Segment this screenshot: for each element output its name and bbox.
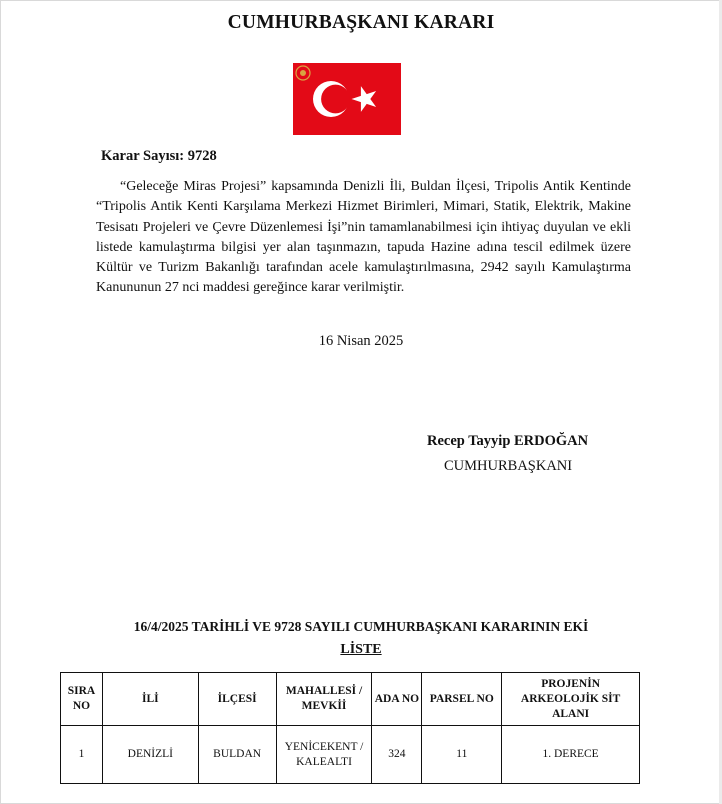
header-sit-alani: PROJENİN ARKEOLOJİK SİT ALANI <box>502 673 640 726</box>
turkish-flag-icon <box>293 63 401 135</box>
header-parsel-no: PARSEL NO <box>422 673 502 726</box>
flag-crescent-inner <box>321 85 350 114</box>
cell-ili: DENİZLİ <box>102 726 198 784</box>
cell-ada-no: 324 <box>372 726 422 784</box>
cell-mahallesi: YENİCEKENT / KALEALTI <box>276 726 372 784</box>
list-title: LİSTE <box>340 642 382 657</box>
decision-number: Karar Sayısı: 9728 <box>101 148 217 164</box>
expropriation-table <box>60 672 640 784</box>
document-title: CUMHURBAŞKANI KARARI <box>227 12 495 33</box>
cell-sira-no: 1 <box>61 726 103 784</box>
header-ili: İLİ <box>102 673 198 726</box>
cell-sit-alani: 1. DERECE <box>502 726 640 784</box>
presidential-seal-center <box>300 70 306 76</box>
signer-title: CUMHURBAŞKANI <box>444 458 573 474</box>
header-sira-no: SIRA NO <box>61 673 103 726</box>
table-row <box>61 726 640 784</box>
decision-body: “Geleceğe Miras Projesi” kapsamında Denizli İli, Buldan İlçesi, Tripolis Antik Kentinde “Tripolis Antik Kenti Karşılama Merkezi Hizmet Birimleri, Mimari, Statik, Elektrik, Makine Tesisatı Projeleri ve Çevre Düzenlemesi İşi”nin tamamlanabilmesi için ihtiyaç duyulan ve ekli listede kamulaştırma bilgisi yer alan taşınmazın, tapuda Hazine adına tescil edilmek üzere Kültür ve Turizm Bakanlığı tarafından acele kamulaştırılmasına, 2942 sayılı Kamulaştırma Kanununun 27 nci maddesi gereğince karar verilmiştir. <box>96 179 631 296</box>
cell-parsel-no: 11 <box>422 726 502 784</box>
annex-title: 16/4/2025 TARİHLİ VE 9728 SAYILI CUMHURBAŞKANI KARARININ EKİ <box>133 619 589 634</box>
table-header-row <box>61 673 640 726</box>
header-ada-no: ADA NO <box>372 673 422 726</box>
decision-date: 16 Nisan 2025 <box>318 333 404 349</box>
header-ilcesi: İLÇESİ <box>198 673 276 726</box>
signer-name: Recep Tayyip ERDOĞAN <box>427 433 589 449</box>
header-mahallesi: MAHALLESİ / MEVKİİ <box>276 673 372 726</box>
cell-ilcesi: BULDAN <box>198 726 276 784</box>
